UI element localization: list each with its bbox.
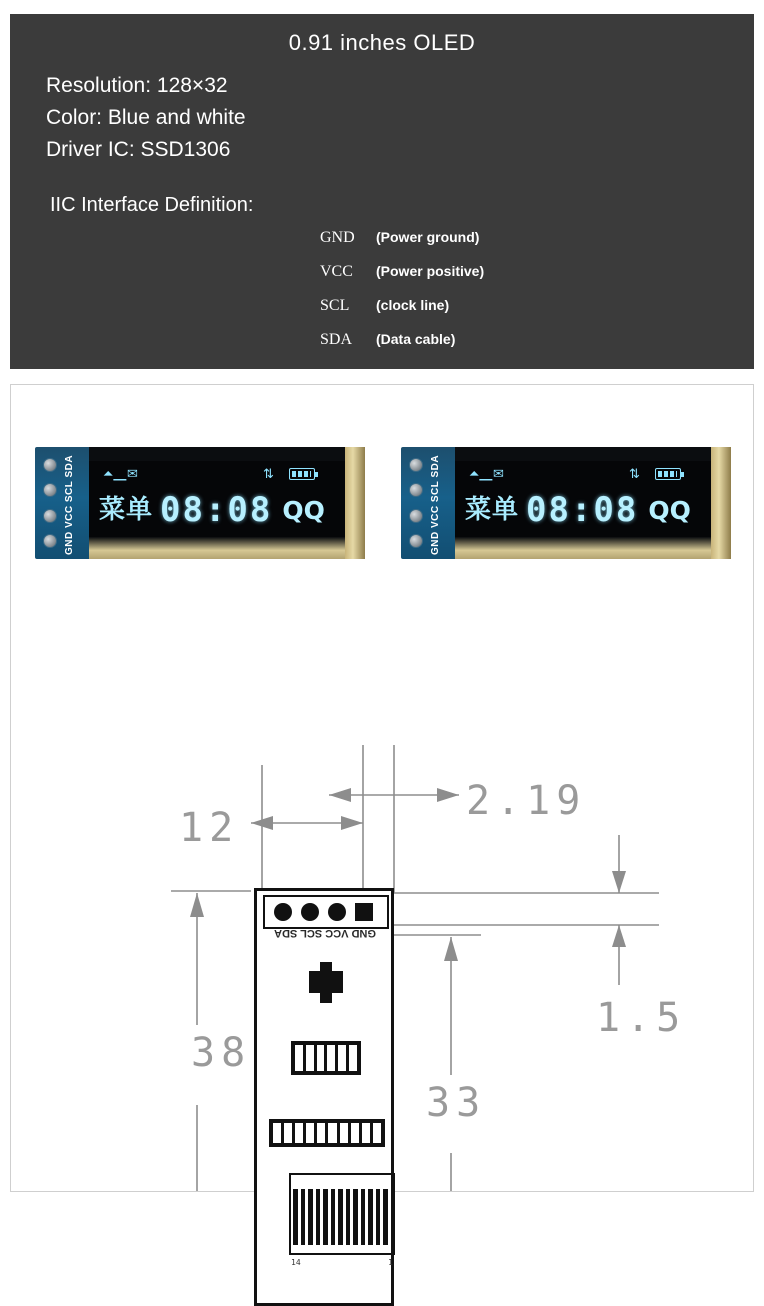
pin-name-scl: SCL <box>320 296 350 314</box>
pad-gnd <box>409 458 423 472</box>
message-icon: ✉ <box>493 466 504 481</box>
menu-label: 菜单 <box>99 495 154 525</box>
battery-icon <box>655 468 681 480</box>
menu-label: 菜单 <box>465 495 520 525</box>
screen-bezel-bottom <box>455 537 711 559</box>
fpc-pin-numbers <box>291 1258 393 1267</box>
pad-sda <box>409 534 423 548</box>
pad-circle <box>328 903 346 921</box>
photo-and-drawing-panel <box>10 384 754 1267</box>
oled-main-row <box>99 485 339 535</box>
screen-bezel-top <box>455 447 711 461</box>
pin-desc-vcc: (Power positive) <box>376 262 485 279</box>
silkscreen-pin-labels: GND VCC SCL SDA <box>64 454 75 555</box>
dimension-offset: 2.19 <box>466 778 587 824</box>
pad-sda <box>43 534 57 548</box>
signal-icon: ⏶▁ <box>103 466 127 481</box>
spec-color: Color: Blue and white <box>46 105 246 129</box>
connector-silkscreen-label: GND VCC SCL SDA <box>274 927 376 939</box>
pcb-body <box>35 447 89 559</box>
pin-desc-sda: (Data cable) <box>376 330 456 347</box>
pad-vcc <box>43 483 57 497</box>
page-title: 0.91 inches OLED <box>288 30 476 55</box>
pad-circle <box>301 903 319 921</box>
driver-ic-footprint <box>309 971 343 993</box>
component-block-wide <box>269 1119 385 1147</box>
pad-vcc <box>409 483 423 497</box>
app-label: QQ <box>648 495 691 525</box>
transfer-arrows-icon: ⇅ <box>629 466 640 481</box>
pcb-right-edge <box>711 447 731 559</box>
pad-square <box>355 903 373 921</box>
pad-scl <box>409 509 423 523</box>
pcb-right-edge <box>345 447 365 559</box>
board-outline-drawing <box>254 888 394 1306</box>
pcb-body <box>401 447 455 559</box>
clock-readout: 08:08 <box>160 490 273 530</box>
app-label: QQ <box>282 495 325 525</box>
solder-pads <box>409 458 425 548</box>
oled-module-photo-right <box>401 447 731 559</box>
pad-gnd <box>43 458 57 472</box>
pin-desc-gnd: (Power ground) <box>376 228 480 245</box>
spec-list <box>10 70 754 166</box>
mechanical-drawing <box>11 635 755 1267</box>
spec-driver-ic: Driver IC: SSD1306 <box>46 137 231 161</box>
dimension-height-total: 38 <box>191 1030 252 1076</box>
clock-readout: 08:08 <box>526 490 639 530</box>
signal-icon: ⏶▁ <box>469 466 493 481</box>
oled-module-photo-left <box>35 447 365 559</box>
pin-name-gnd: GND <box>320 228 355 246</box>
connector-pads-drawing <box>263 895 389 929</box>
fpc-pin-left: 14 <box>291 1258 301 1267</box>
oled-display-content <box>95 465 339 539</box>
iic-interface-heading: IIC Interface Definition: <box>50 193 254 216</box>
solder-pads <box>43 458 59 548</box>
status-bar <box>103 465 339 485</box>
fpc-connector-footprint <box>289 1173 395 1267</box>
table-row <box>320 229 754 263</box>
battery-icon <box>289 468 315 480</box>
table-row <box>320 297 754 331</box>
table-row <box>320 263 754 297</box>
screen-bezel-bottom <box>89 537 345 559</box>
pin-definition-table <box>10 229 754 365</box>
spec-resolution: Resolution: 128×32 <box>46 74 228 97</box>
dimension-width-top: 12 <box>179 805 240 851</box>
pad-circle <box>274 903 292 921</box>
table-row <box>320 331 754 365</box>
transfer-arrows-icon: ⇅ <box>263 466 274 481</box>
message-icon: ✉ <box>127 466 138 481</box>
oled-main-row <box>465 485 705 535</box>
pin-desc-scl: (clock line) <box>376 296 450 313</box>
silkscreen-pin-labels: GND VCC SCL SDA <box>430 454 441 555</box>
oled-display-content <box>461 465 705 539</box>
fpc-fingers <box>293 1189 395 1245</box>
screen-bezel-top <box>89 447 345 461</box>
pad-scl <box>43 509 57 523</box>
dimension-height-inner: 33 <box>426 1080 487 1126</box>
pin-name-sda: SDA <box>320 330 353 348</box>
status-bar <box>469 465 705 485</box>
spec-panel <box>10 14 754 369</box>
component-block-small <box>291 1041 361 1075</box>
dimension-thickness: 1.5 <box>596 995 687 1041</box>
pin-name-vcc: VCC <box>320 262 353 280</box>
fpc-pin-right: 1 <box>388 1258 393 1267</box>
